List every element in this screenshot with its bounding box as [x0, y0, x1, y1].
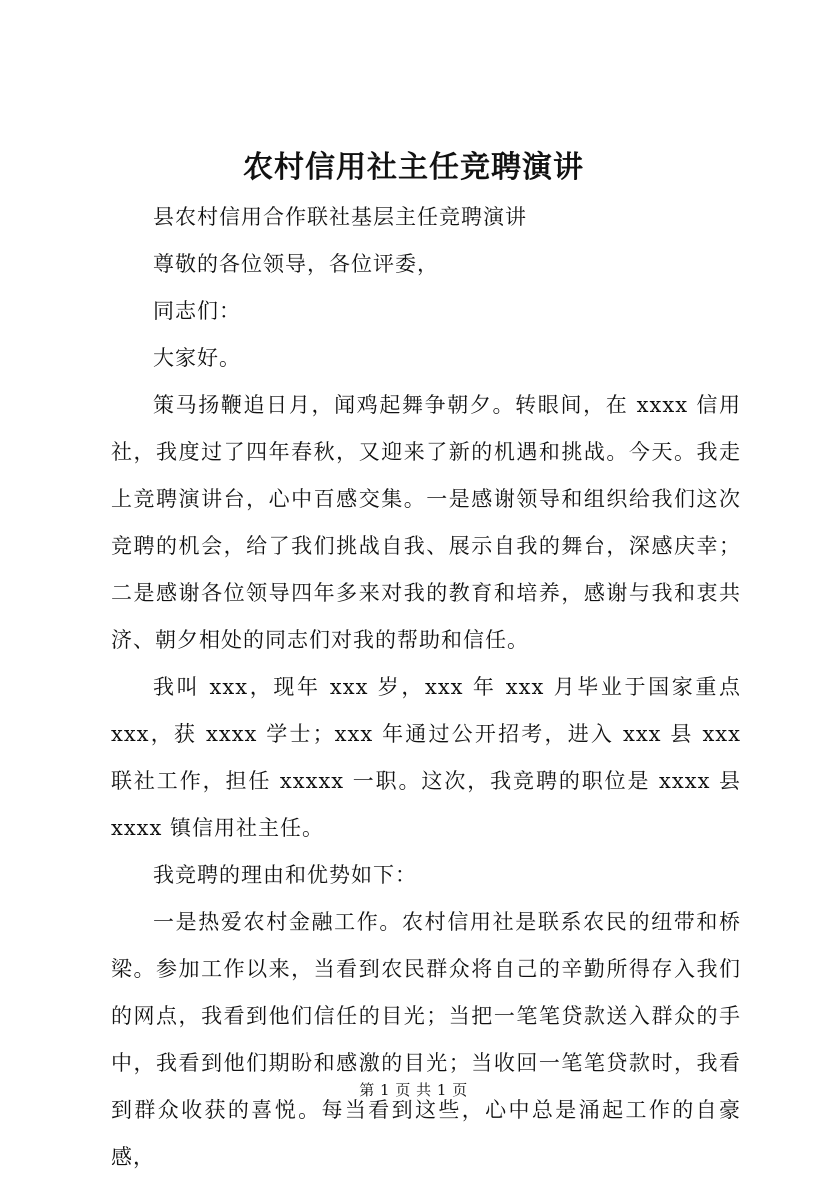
paragraph-greeting-colleagues: 同志们：: [153, 299, 241, 323]
paragraph-salutation: 尊敬的各位领导，各位评委，: [153, 252, 439, 276]
document-title: 农村信用社主任竞聘演讲: [243, 150, 584, 185]
paragraph-reason-one: 一是热爱农村金融工作。农村信用社是联系农民的纽带和桥梁。参加工作以来，当看到农民群众将自己的辛勤所得存入我们的网点，我看到他们信任的目光；当把一笔笔贷款送入群众的手中，我看到他们期盼和感激的目光；当收回一笔笔贷款时，我看到群众收获的喜悦。每当看到这些，心中总是涌起工作的自豪感，: [111, 910, 741, 1169]
page-footer: 第 1 页 共 1 页: [359, 1081, 468, 1099]
document-body: [111, 194, 741, 1181]
paragraph-subtitle: 县农村信用合作联社基层主任竞聘演讲: [153, 205, 527, 229]
paragraph-opening: 策马扬鞭追日月，闻鸡起舞争朝夕。转眼间，在 xxxx 信用社，我度过了四年春秋，又迎来了新的机遇和挑战。今天。我走上竞聘演讲台，心中百感交集。一是感谢领导和组织给我们这次竞聘的机会，给了我们挑战自我、展示自我的舞台，深感庆幸；二是感谢各位领导四年多来对我的教育和培养，感谢与我和衷共济、朝夕相处的同志们对我的帮助和信任。: [111, 393, 741, 652]
paragraph-greeting: 大家好。: [153, 346, 241, 370]
paragraph-reasons-heading: 我竞聘的理由和优势如下：: [153, 863, 417, 887]
paragraph-self-intro: 我叫 xxx，现年 xxx 岁，xxx 年 xxx 月毕业于国家重点 xxx，获 xxxx 学士；xxx 年通过公开招考，进入 xxx 县 xxx 联社工作，担任 xxxxx 一职。这次，我竞聘的职位是 xxxx 县 xxxx 镇信用社主任。: [111, 675, 741, 840]
